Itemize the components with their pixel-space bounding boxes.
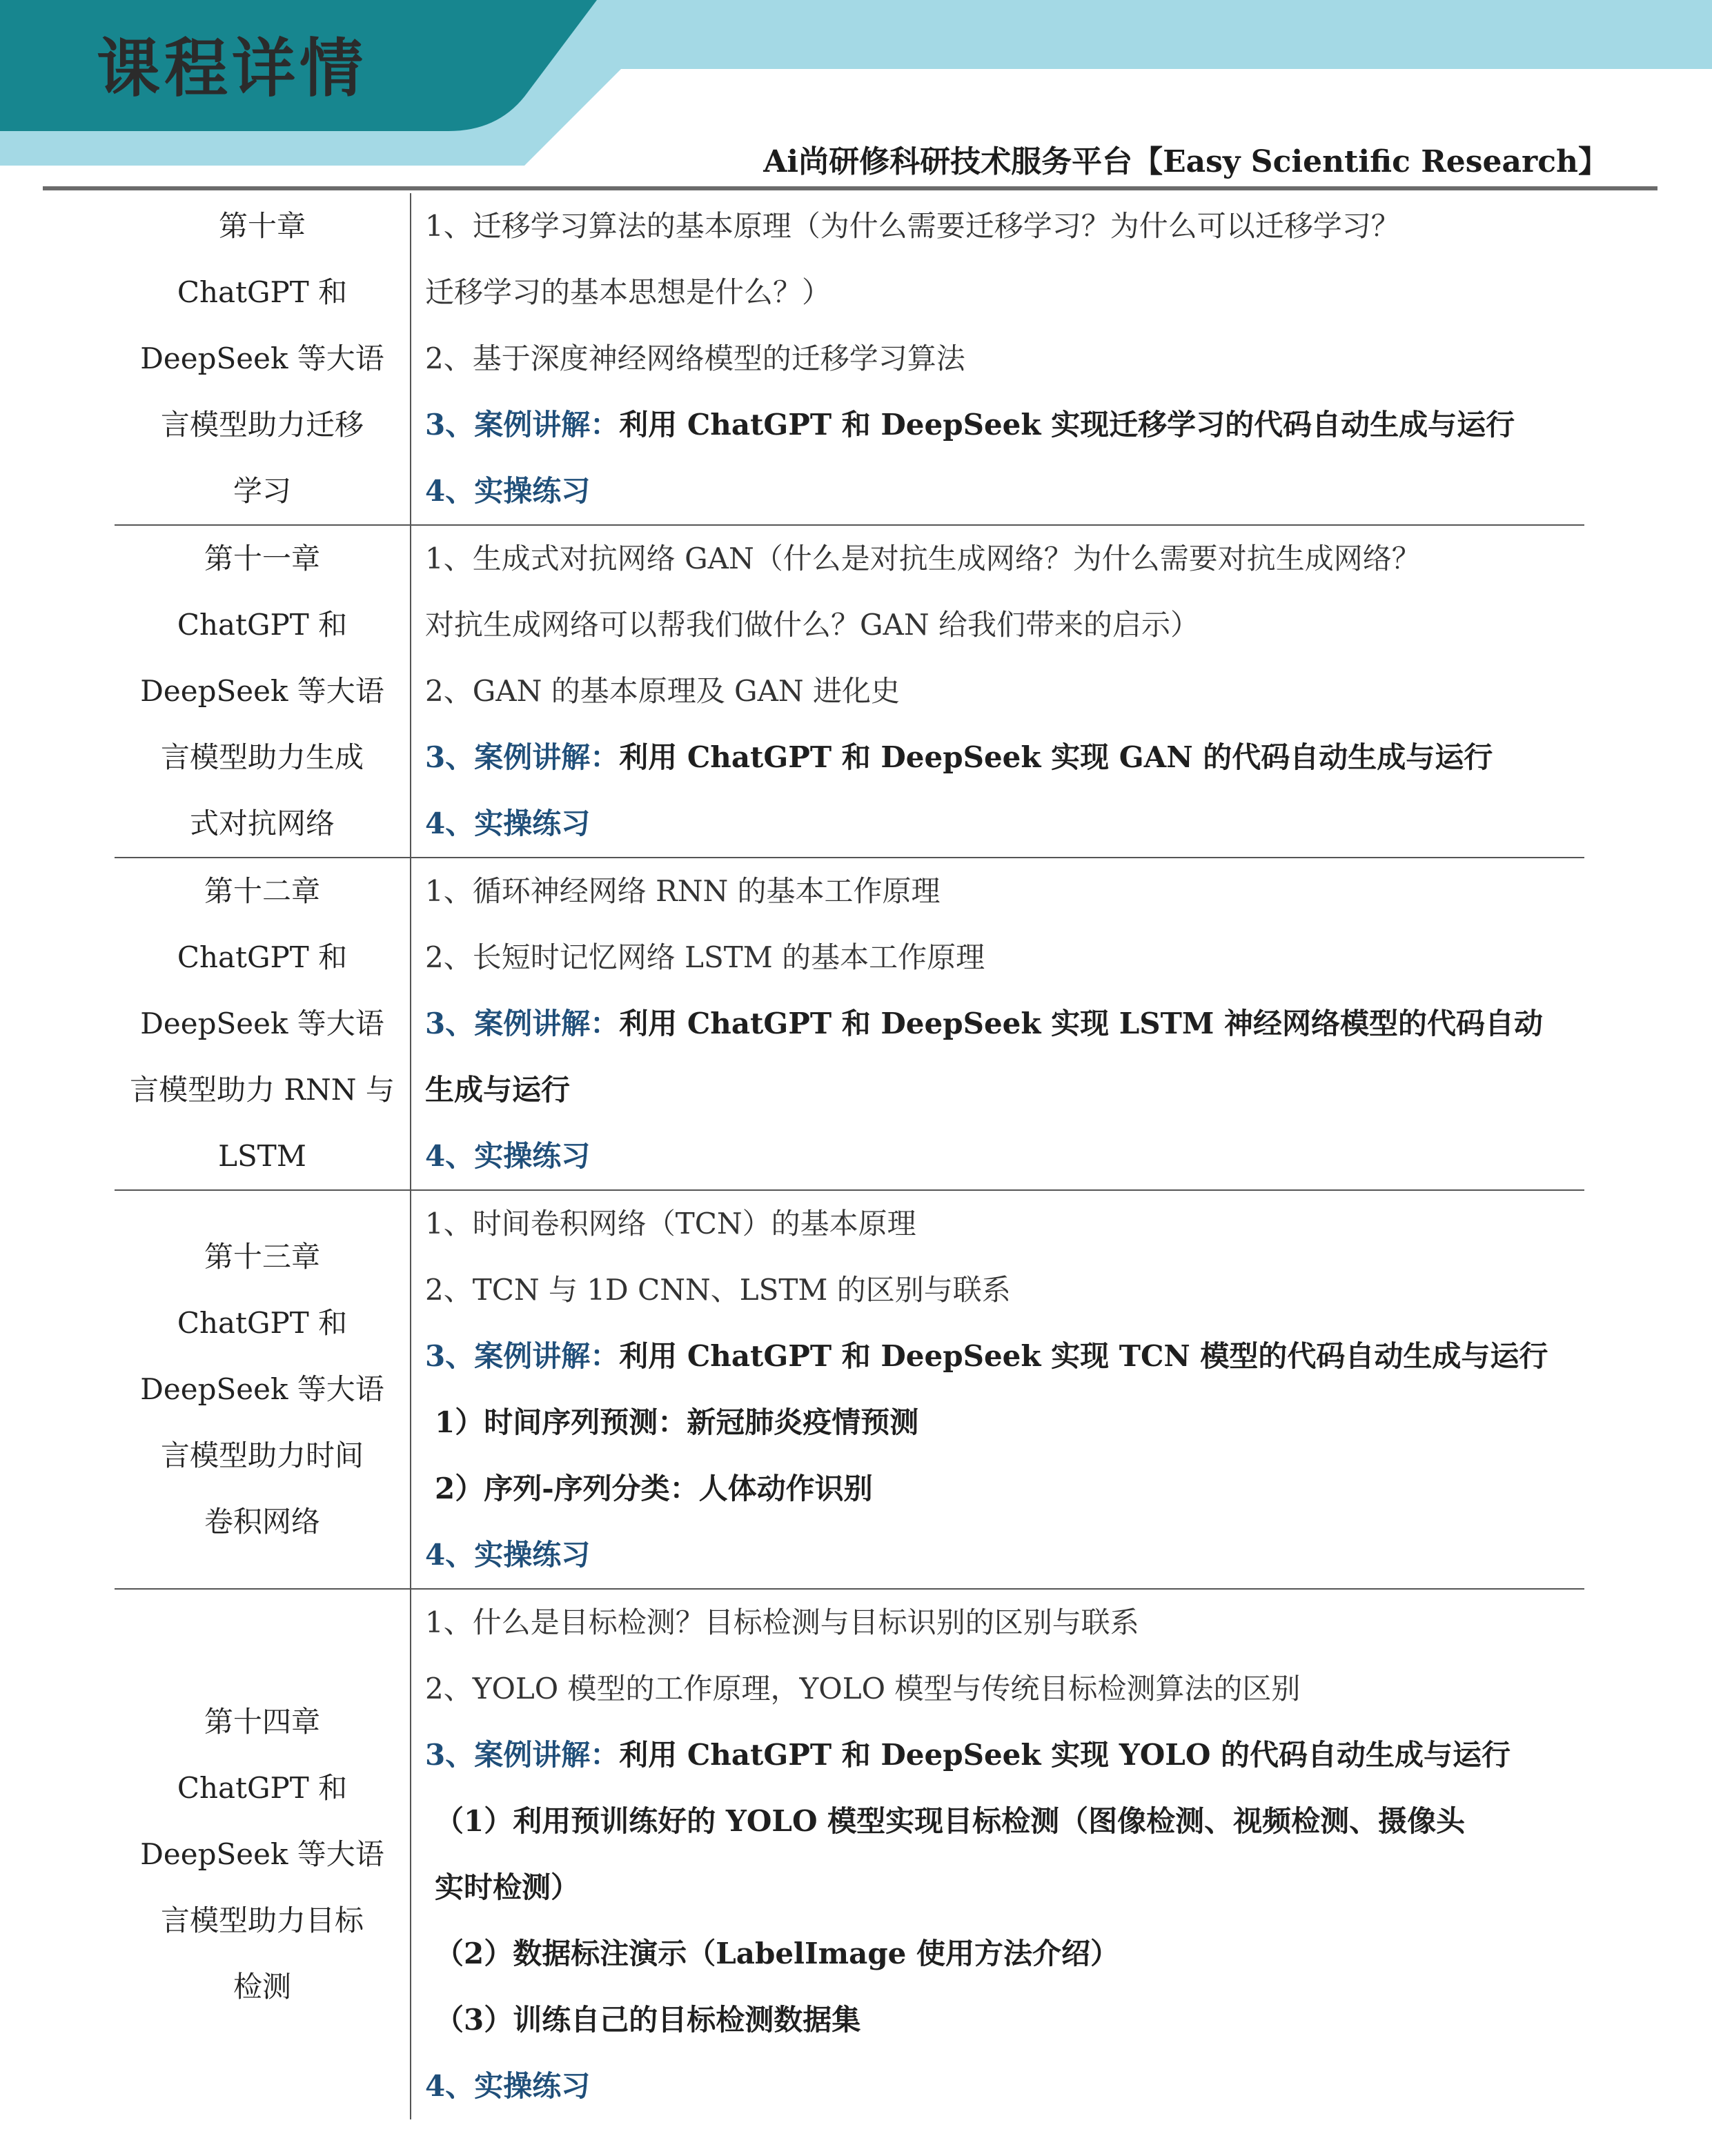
chapter-title-line: 言模型助力迁移: [160, 408, 364, 442]
chapter-title-line: LSTM: [218, 1139, 306, 1173]
content-item: 2、GAN 的基本原理及 GAN 进化史: [425, 674, 901, 708]
chapter-title-line: DeepSeek 等大语: [140, 1837, 384, 1871]
header-divider: [43, 186, 1657, 190]
case-study-text: 利用 ChatGPT 和 DeepSeek 实现 YOLO 的代码自动生成与运行: [619, 1738, 1511, 1772]
chapter-title-cell: [115, 1191, 411, 1588]
chapter-number: 第十二章: [204, 874, 320, 908]
case-sub-item: （3）训练自己的目标检测数据集: [435, 2003, 861, 2037]
chapter-title-line: 言模型助力时间: [160, 1438, 364, 1472]
chapter-title-line: DeepSeek 等大语: [140, 342, 384, 375]
chapter-title-line: DeepSeek 等大语: [140, 1007, 384, 1040]
content-item: 1、时间卷积网络（TCN）的基本原理: [425, 1207, 916, 1240]
chapter-title-line: 卷积网络: [204, 1505, 320, 1539]
case-study-text: 利用 ChatGPT 和 DeepSeek 实现 GAN 的代码自动生成与运行: [619, 740, 1493, 774]
case-study-text: 利用 ChatGPT 和 DeepSeek 实现迁移学习的代码自动生成与运行: [619, 408, 1515, 442]
case-study-label: 3、案例讲解：: [425, 408, 620, 442]
content-item: 2、YOLO 模型的工作原理，YOLO 模型与传统目标检测算法的区别: [425, 1672, 1301, 1705]
practice-item: 4、实操练习: [425, 474, 591, 508]
content-item: 1、循环神经网络 RNN 的基本工作原理: [425, 874, 941, 908]
chapter-title-line: 学习: [233, 474, 291, 508]
content-item: 1、生成式对抗网络 GAN（什么是对抗生成网络？为什么需要对抗生成网络？: [425, 542, 1421, 575]
chapter-title-line: 式对抗网络: [189, 807, 335, 840]
case-study-continuation: 生成与运行: [425, 1073, 571, 1107]
content-item: 2、长短时记忆网络 LSTM 的基本工作原理: [425, 940, 985, 974]
chapter-content-cell: [411, 193, 1584, 524]
chapter-title-line: ChatGPT 和: [177, 1771, 348, 1805]
case-study-item: [425, 724, 1584, 791]
case-study-text: 利用 ChatGPT 和 DeepSeek 实现 TCN 模型的代码自动生成与运行: [619, 1339, 1548, 1373]
chapter-number: 第十章: [218, 209, 306, 243]
practice-item: 4、实操练习: [425, 1538, 591, 1572]
chapter-content-cell: [411, 1191, 1584, 1588]
case-study-label: 3、案例讲解：: [425, 1738, 620, 1772]
content-item: 2、TCN 与 1D CNN、LSTM 的区别与联系: [425, 1273, 1011, 1307]
chapter-title-line: ChatGPT 和: [177, 275, 348, 309]
chapter-title-cell: [115, 526, 411, 857]
chapter-content-cell: [411, 526, 1584, 857]
case-study-label: 3、案例讲解：: [425, 740, 620, 774]
case-sub-item: 2）序列-序列分类：人体动作识别: [435, 1472, 873, 1505]
practice-item: 4、实操练习: [425, 807, 591, 840]
chapter-number: 第十三章: [204, 1240, 320, 1274]
practice-item: 4、实操练习: [425, 1139, 591, 1173]
case-study-item: [425, 1323, 1584, 1389]
case-study-item: [425, 1722, 1584, 1788]
chapter-title-line: 言模型助力生成: [160, 740, 364, 774]
chapter-content-cell: [411, 858, 1584, 1189]
case-study-text: 利用 ChatGPT 和 DeepSeek 实现 LSTM 神经网络模型的代码自动: [619, 1007, 1543, 1040]
case-sub-item: 1）时间序列预测：新冠肺炎疫情预测: [435, 1405, 919, 1439]
chapter-number: 第十一章: [204, 542, 320, 575]
chapter-number: 第十四章: [204, 1705, 320, 1739]
case-study-item: [425, 392, 1584, 458]
chapter-title-line: DeepSeek 等大语: [140, 674, 384, 708]
chapter-title-line: 检测: [233, 1970, 291, 2004]
chapter-title-line: 言模型助力 RNN 与: [130, 1073, 395, 1107]
chapter-row-13: [115, 1191, 1584, 1590]
content-item: 1、什么是目标检测？目标检测与目标识别的区别与联系: [425, 1605, 1139, 1639]
chapter-row-12: [115, 858, 1584, 1191]
content-item: 对抗生成网络可以帮我们做什么？GAN 给我们带来的启示）: [425, 608, 1199, 642]
chapter-row-14: [115, 1590, 1584, 2119]
case-study-label: 3、案例讲解：: [425, 1339, 620, 1373]
chapter-title-line: ChatGPT 和: [177, 940, 348, 974]
case-sub-item: （1）利用预训练好的 YOLO 模型实现目标检测（图像检测、视频检测、摄像头: [435, 1804, 1466, 1838]
chapter-table: [115, 193, 1584, 2119]
case-study-item: [425, 991, 1584, 1057]
case-sub-item-continuation: 实时检测）: [435, 1870, 580, 1904]
chapter-row-11: [115, 526, 1584, 858]
content-item: 1、迁移学习算法的基本原理（为什么需要迁移学习？为什么可以迁移学习？: [425, 209, 1400, 243]
chapter-title-cell: [115, 193, 411, 524]
chapter-row-10: [115, 193, 1584, 526]
chapter-title-line: ChatGPT 和: [177, 1306, 348, 1340]
platform-name: Ai尚研修科研技术服务平台【Easy Scientific Research】: [763, 144, 1608, 179]
content-item: 2、基于深度神经网络模型的迁移学习算法: [425, 342, 965, 375]
practice-item: 4、实操练习: [425, 2069, 591, 2103]
chapter-content-cell: [411, 1590, 1584, 2119]
chapter-title-line: ChatGPT 和: [177, 608, 348, 642]
content-item: 迁移学习的基本思想是什么？）: [425, 275, 832, 309]
chapter-title-cell: [115, 858, 411, 1189]
case-sub-item: （2）数据标注演示（LabelImage 使用方法介绍）: [435, 1937, 1120, 1970]
chapter-title-line: DeepSeek 等大语: [140, 1372, 384, 1406]
chapter-title-line: 言模型助力目标: [160, 1903, 364, 1937]
chapter-title-cell: [115, 1590, 411, 2119]
page-title: 课程详情: [97, 32, 368, 106]
case-study-label: 3、案例讲解：: [425, 1007, 620, 1040]
